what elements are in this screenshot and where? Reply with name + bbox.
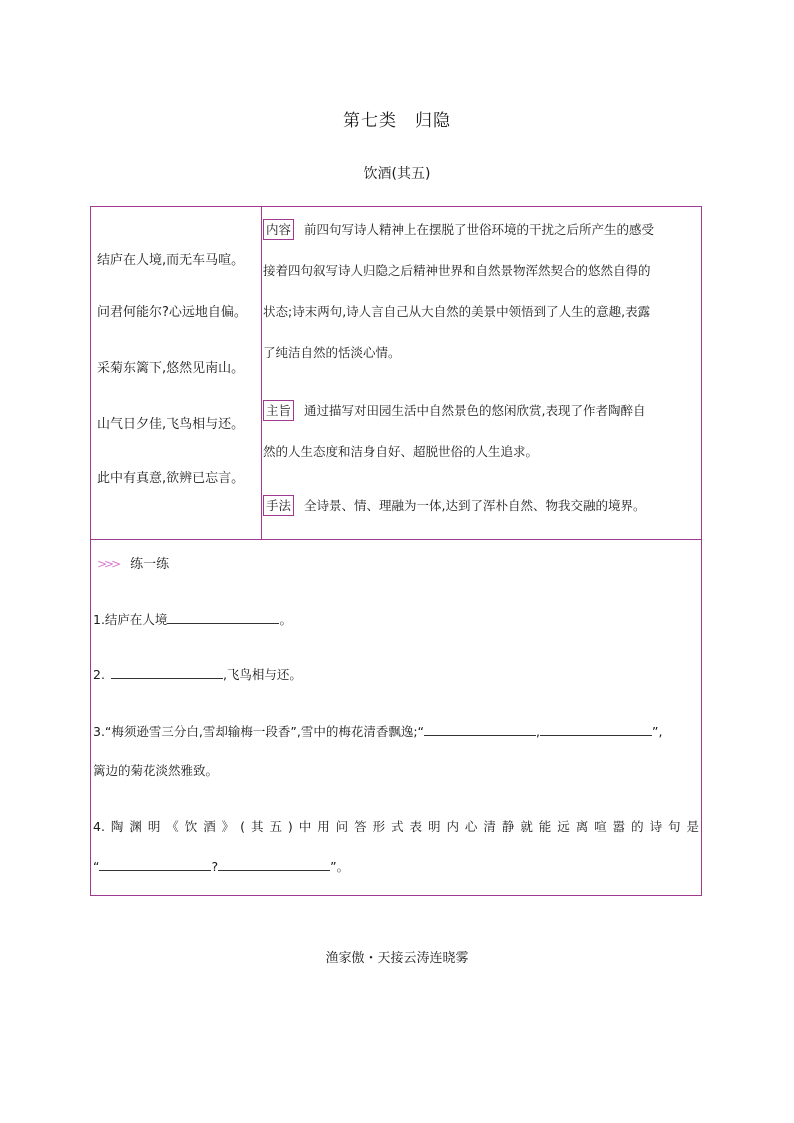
poem-line-5: 此中有真意,欲辨已忘言。: [97, 471, 245, 486]
answer-blank[interactable]: [167, 609, 279, 624]
question-4: 4.陶渊明《饮酒》(其五)中用问答形式表明内心清静就能远离喧嚣的诗句是: [93, 819, 699, 834]
answer-blank[interactable]: [99, 856, 211, 871]
question-2: 2. ,飞鸟相与还。: [93, 664, 699, 683]
content-line-2: 接着四句叙写诗人归隐之后精神世界和自然景物浑然契合的悠然自得的: [263, 263, 651, 278]
answer-blank[interactable]: [424, 721, 536, 736]
bottom-caption: 渔家傲・天接云涛连晓雾: [325, 951, 469, 966]
theme-block: [263, 390, 699, 472]
chevron-right-icon: >>>: [97, 557, 119, 571]
content-line-1: 内容 前四句写诗人精神上在摆脱了世俗环境的干扰之后所产生的感受: [263, 209, 699, 250]
poem-analysis-section: [91, 207, 701, 540]
content-tag: 内容: [263, 219, 294, 240]
question-1: 1.结庐在人境 。: [93, 609, 699, 628]
answer-blank[interactable]: [111, 664, 223, 679]
poem-line-3: 采菊东篱下,悠然见南山。: [97, 361, 245, 376]
theme-tag: 主旨: [263, 400, 294, 421]
poem-line-2: 问君何能尔?心远地自偏。: [97, 305, 247, 320]
answer-blank[interactable]: [218, 856, 330, 871]
technique-block: [263, 485, 699, 526]
question-3: 3.“梅须逊雪三分白,雪却输梅一段香”,雪中的梅花清香飘逸;“ , ”,: [93, 721, 699, 740]
technique-line: 手法 全诗景、情、理融为一体,达到了浑朴自然、物我交融的境界。: [263, 485, 699, 526]
page-title: 第七类 归隐: [343, 111, 451, 131]
poem-line-4: 山气日夕佳,飞鸟相与还。: [97, 417, 245, 432]
theme-line-2: 然的人生态度和洁身自好、超脱世俗的人生追求。: [263, 444, 539, 459]
content-line-3: 状态;诗末两句,诗人言自己从大自然的美景中领悟到了人生的意趣,表露: [263, 304, 651, 319]
practice-heading: >>> 练一练: [97, 557, 170, 572]
column-divider: [261, 207, 262, 539]
content-box: [90, 206, 702, 896]
poem-line-1: 结庐在人境,而无车马喧。: [97, 253, 245, 268]
question-3-line-2: 篱边的菊花淡然雅致。: [93, 763, 219, 778]
question-4-line-2: “ ? ”。: [93, 856, 699, 875]
theme-line-1: 主旨 通过描写对田园生活中自然景色的悠闲欣赏,表现了作者陶醉自: [263, 390, 699, 431]
content-line-4: 了纯洁自然的恬淡心情。: [263, 345, 401, 360]
answer-blank[interactable]: [540, 721, 652, 736]
poem-title: 饮酒(其五): [363, 166, 431, 182]
technique-tag: 手法: [263, 495, 294, 516]
content-block: [263, 209, 699, 373]
